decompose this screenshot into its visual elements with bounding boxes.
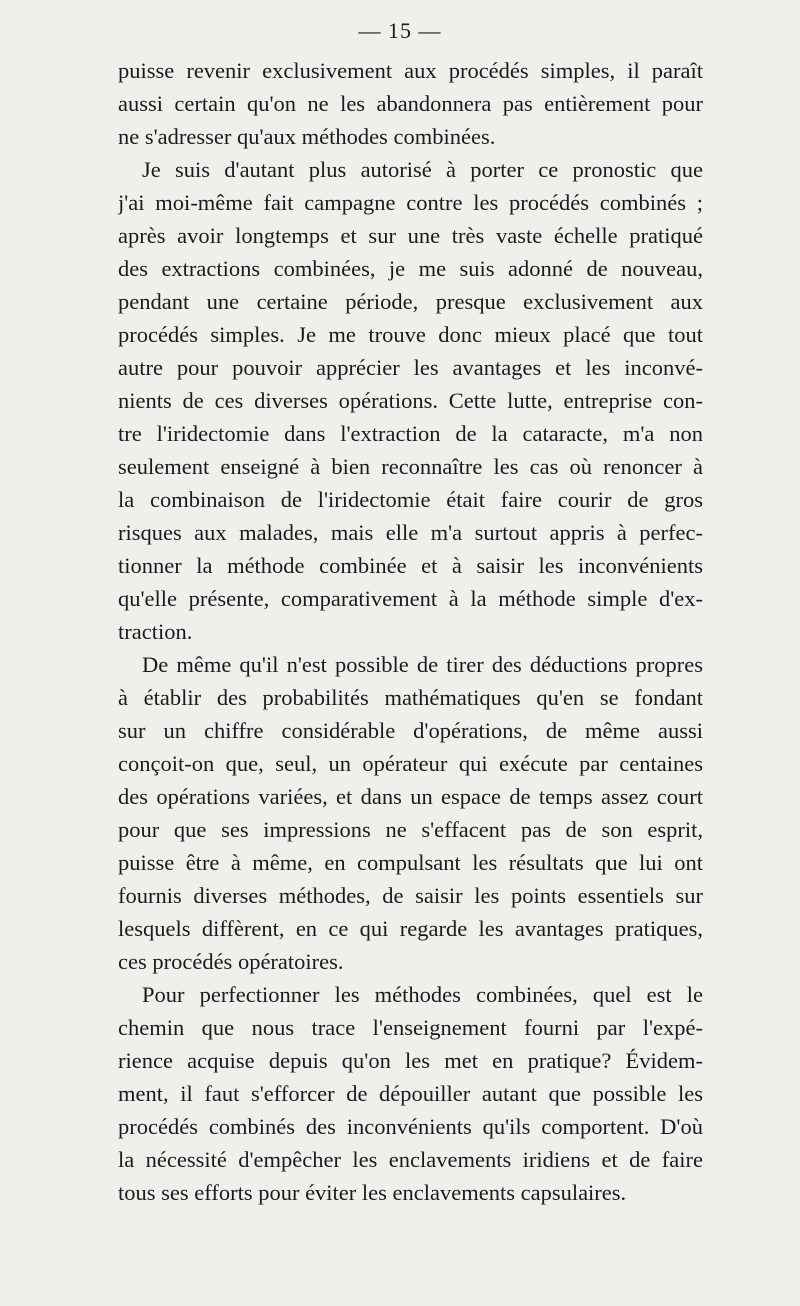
text-line: procédés simples. Je me trouve donc mieux placé que tout [118, 322, 703, 347]
text-line: pendant une certaine période, presque exclusivement aux [118, 289, 703, 314]
text-line: ces procédés opératoires. [118, 949, 344, 974]
text-line: risques aux malades, mais elle m'a surtout appris à perfec- [118, 520, 703, 545]
text-line: des extractions combinées, je me suis adonné de nouveau, [118, 256, 703, 281]
text-line: pour que ses impressions ne s'effacent pas de son esprit, [118, 817, 703, 842]
text-line: seulement enseigné à bien reconnaître les cas où renoncer à [118, 454, 703, 479]
text-line: fournis diverses méthodes, de saisir les points essentiels sur [118, 883, 703, 908]
text-line: chemin que nous trace l'enseignement fourni par l'expé- [118, 1015, 703, 1040]
text-line: nients de ces diverses opérations. Cette lutte, entreprise con- [118, 388, 703, 413]
text-line: des opérations variées, et dans un espace de temps assez court [118, 784, 703, 809]
text-line: lesquels diffèrent, en ce qui regarde les avantages pratiques, [118, 916, 703, 941]
text-line: autre pour pouvoir apprécier les avantages et les inconvé- [118, 355, 703, 380]
text-line: à établir des probabilités mathématiques qu'en se fondant [118, 685, 703, 710]
text-line: sur un chiffre considérable d'opérations, de même aussi [118, 718, 703, 743]
page-number: — 15 — [358, 18, 442, 43]
text-line: ne s'adresser qu'aux méthodes combinées. [118, 124, 496, 149]
text-line: procédés combinés des inconvénients qu'ils comportent. D'où [118, 1114, 703, 1139]
text-line: De même qu'il n'est possible de tirer des déductions propres [142, 652, 703, 677]
text-line: j'ai moi-même fait campagne contre les procédés combinés ; [118, 190, 703, 215]
text-line: traction. [118, 619, 193, 644]
text-line: aussi certain qu'on ne les abandonnera pas entièrement pour [118, 91, 703, 116]
text-line: Je suis d'autant plus autorisé à porter ce pronostic que [142, 157, 703, 182]
text-line: puisse être à même, en compulsant les résultats que lui ont [118, 850, 703, 875]
text-line: tous ses efforts pour éviter les enclavements capsulaires. [118, 1180, 627, 1205]
text-line: ment, il faut s'efforcer de dépouiller autant que possible les [118, 1081, 703, 1106]
text-line: Pour perfectionner les méthodes combinées, quel est le [142, 982, 703, 1007]
text-line: après avoir longtemps et sur une très vaste échelle pratiqué [118, 223, 703, 248]
text-line: puisse revenir exclusivement aux procédés simples, il paraît [118, 58, 703, 83]
text-line: tionner la méthode combinée et à saisir les inconvénients [118, 553, 703, 578]
text-line: tre l'iridectomie dans l'extraction de la cataracte, m'a non [118, 421, 703, 446]
text-line: qu'elle présente, comparativement à la méthode simple d'ex- [118, 586, 703, 611]
text-line: la combinaison de l'iridectomie était faire courir de gros [118, 487, 703, 512]
body-text [118, 54, 703, 1209]
text-line: rience acquise depuis qu'on les met en pratique? Évidem- [118, 1048, 703, 1073]
text-line: conçoit-on que, seul, un opérateur qui exécute par centaines [118, 751, 703, 776]
text-line: la nécessité d'empêcher les enclavements iridiens et de faire [118, 1147, 703, 1172]
